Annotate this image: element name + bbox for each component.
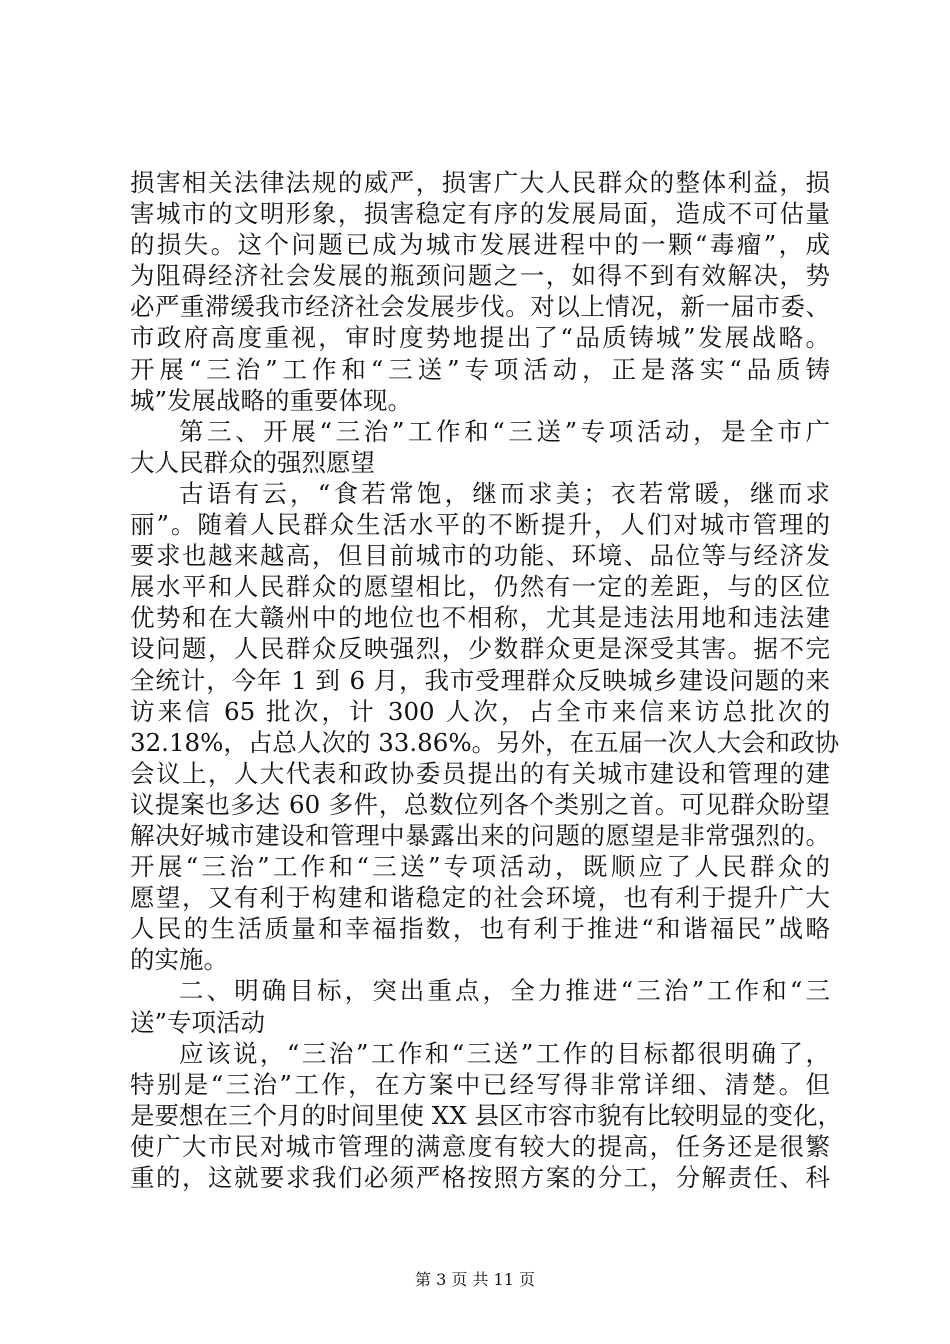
text-line: 使广大市民对城市管理的满意度有较大的提高，任务还是很繁 xyxy=(130,1131,830,1161)
text-line: 的损失。这个问题已成为城市发展进程中的一颗“毒瘤”，成 xyxy=(130,230,830,260)
text-line: 为阻碍经济社会发展的瓶颈问题之一，如得不到有效解决，势 xyxy=(130,261,830,291)
text-line: 设问题，人民群众反映强烈，少数群众更是深受其害。据不完 xyxy=(130,634,830,664)
text-line: 解决好城市建设和管理中暴露出来的问题的愿望是非常强烈的。 xyxy=(130,820,830,850)
text-line: 开展“三治”工作和“三送”专项活动，正是落实“品质铸 xyxy=(130,354,830,384)
text-line: 开展“三治”工作和“三送”专项活动，既顺应了人民群众的 xyxy=(130,852,830,882)
text-line: 是要想在三个月的时间里使 XX 县区市容市貌有比较明显的变化， xyxy=(130,1100,842,1130)
section-heading-line: 第三、开展“三治”工作和“三送”专项活动，是全市广 xyxy=(179,416,830,446)
text-line: 全统计，今年 1 到 6 月，我市受理群众反映城乡建设问题的来 xyxy=(130,665,830,695)
document-body xyxy=(130,167,842,1193)
text-line: 特别是“三治”工作，在方案中已经写得非常详细、清楚。但 xyxy=(130,1069,830,1099)
text-line: 32.18%，占总人次的 33.86%。另外，在五届一次人大会和政协 xyxy=(130,727,840,757)
page-footer xyxy=(0,1270,950,1290)
text-line: 议提案也多达 60 多件，总数位列各个类别之首。可见群众盼望 xyxy=(130,789,830,819)
text-line: 访来信 65 批次，计 300 人次，占全市来信来访总批次的 xyxy=(130,696,830,726)
section-heading-line: 大人民群众的强烈愿望 xyxy=(130,447,375,477)
text-line: 应该说，“三治”工作和“三送”工作的目标都很明确了， xyxy=(179,1038,830,1068)
page-number-label: 第 3 页 共 11 页 xyxy=(415,1270,535,1289)
section-heading-line: 送”专项活动 xyxy=(130,1007,266,1037)
text-line: 重的，这就要求我们必须严格按照方案的分工，分解责任、科 xyxy=(130,1163,830,1192)
text-line: 要求也越来越高，但目前城市的功能、环境、品位等与经济发 xyxy=(130,541,830,571)
text-line: 展水平和人民群众的愿望相比，仍然有一定的差距，与的区位 xyxy=(130,572,830,602)
text-line: 的实施。 xyxy=(130,945,228,975)
text-line: 城”发展战略的重要体现。 xyxy=(130,385,413,415)
text-line: 必严重滞缓我市经济社会发展步伐。对以上情况，新一届市委、 xyxy=(130,292,830,322)
text-line: 市政府高度重视，审时度势地提出了“品质铸城”发展战略。 xyxy=(130,323,830,353)
text-line: 丽”。随着人民群众生活水平的不断提升，人们对城市管理的 xyxy=(130,510,830,540)
text-line: 会议上，人大代表和政协委员提出的有关城市建设和管理的建 xyxy=(130,758,830,788)
text-line: 古语有云，“食若常饱，继而求美；衣若常暖，继而求 xyxy=(179,478,830,508)
text-line: 人民的生活质量和幸福指数，也有利于推进“和谐福民”战略 xyxy=(130,914,830,944)
text-line: 害城市的文明形象，损害稳定有序的发展局面，造成不可估量 xyxy=(130,199,830,229)
text-line: 愿望，又有利于构建和谐稳定的社会环境，也有利于提升广大 xyxy=(130,883,830,913)
text-line: 损害相关法律法规的威严，损害广大人民群众的整体利益，损 xyxy=(130,168,830,197)
text-line: 优势和在大赣州中的地位也不相称，尤其是违法用地和违法建 xyxy=(130,603,830,633)
section-heading-line: 二、明确目标，突出重点，全力推进“三治”工作和“三 xyxy=(179,976,830,1006)
